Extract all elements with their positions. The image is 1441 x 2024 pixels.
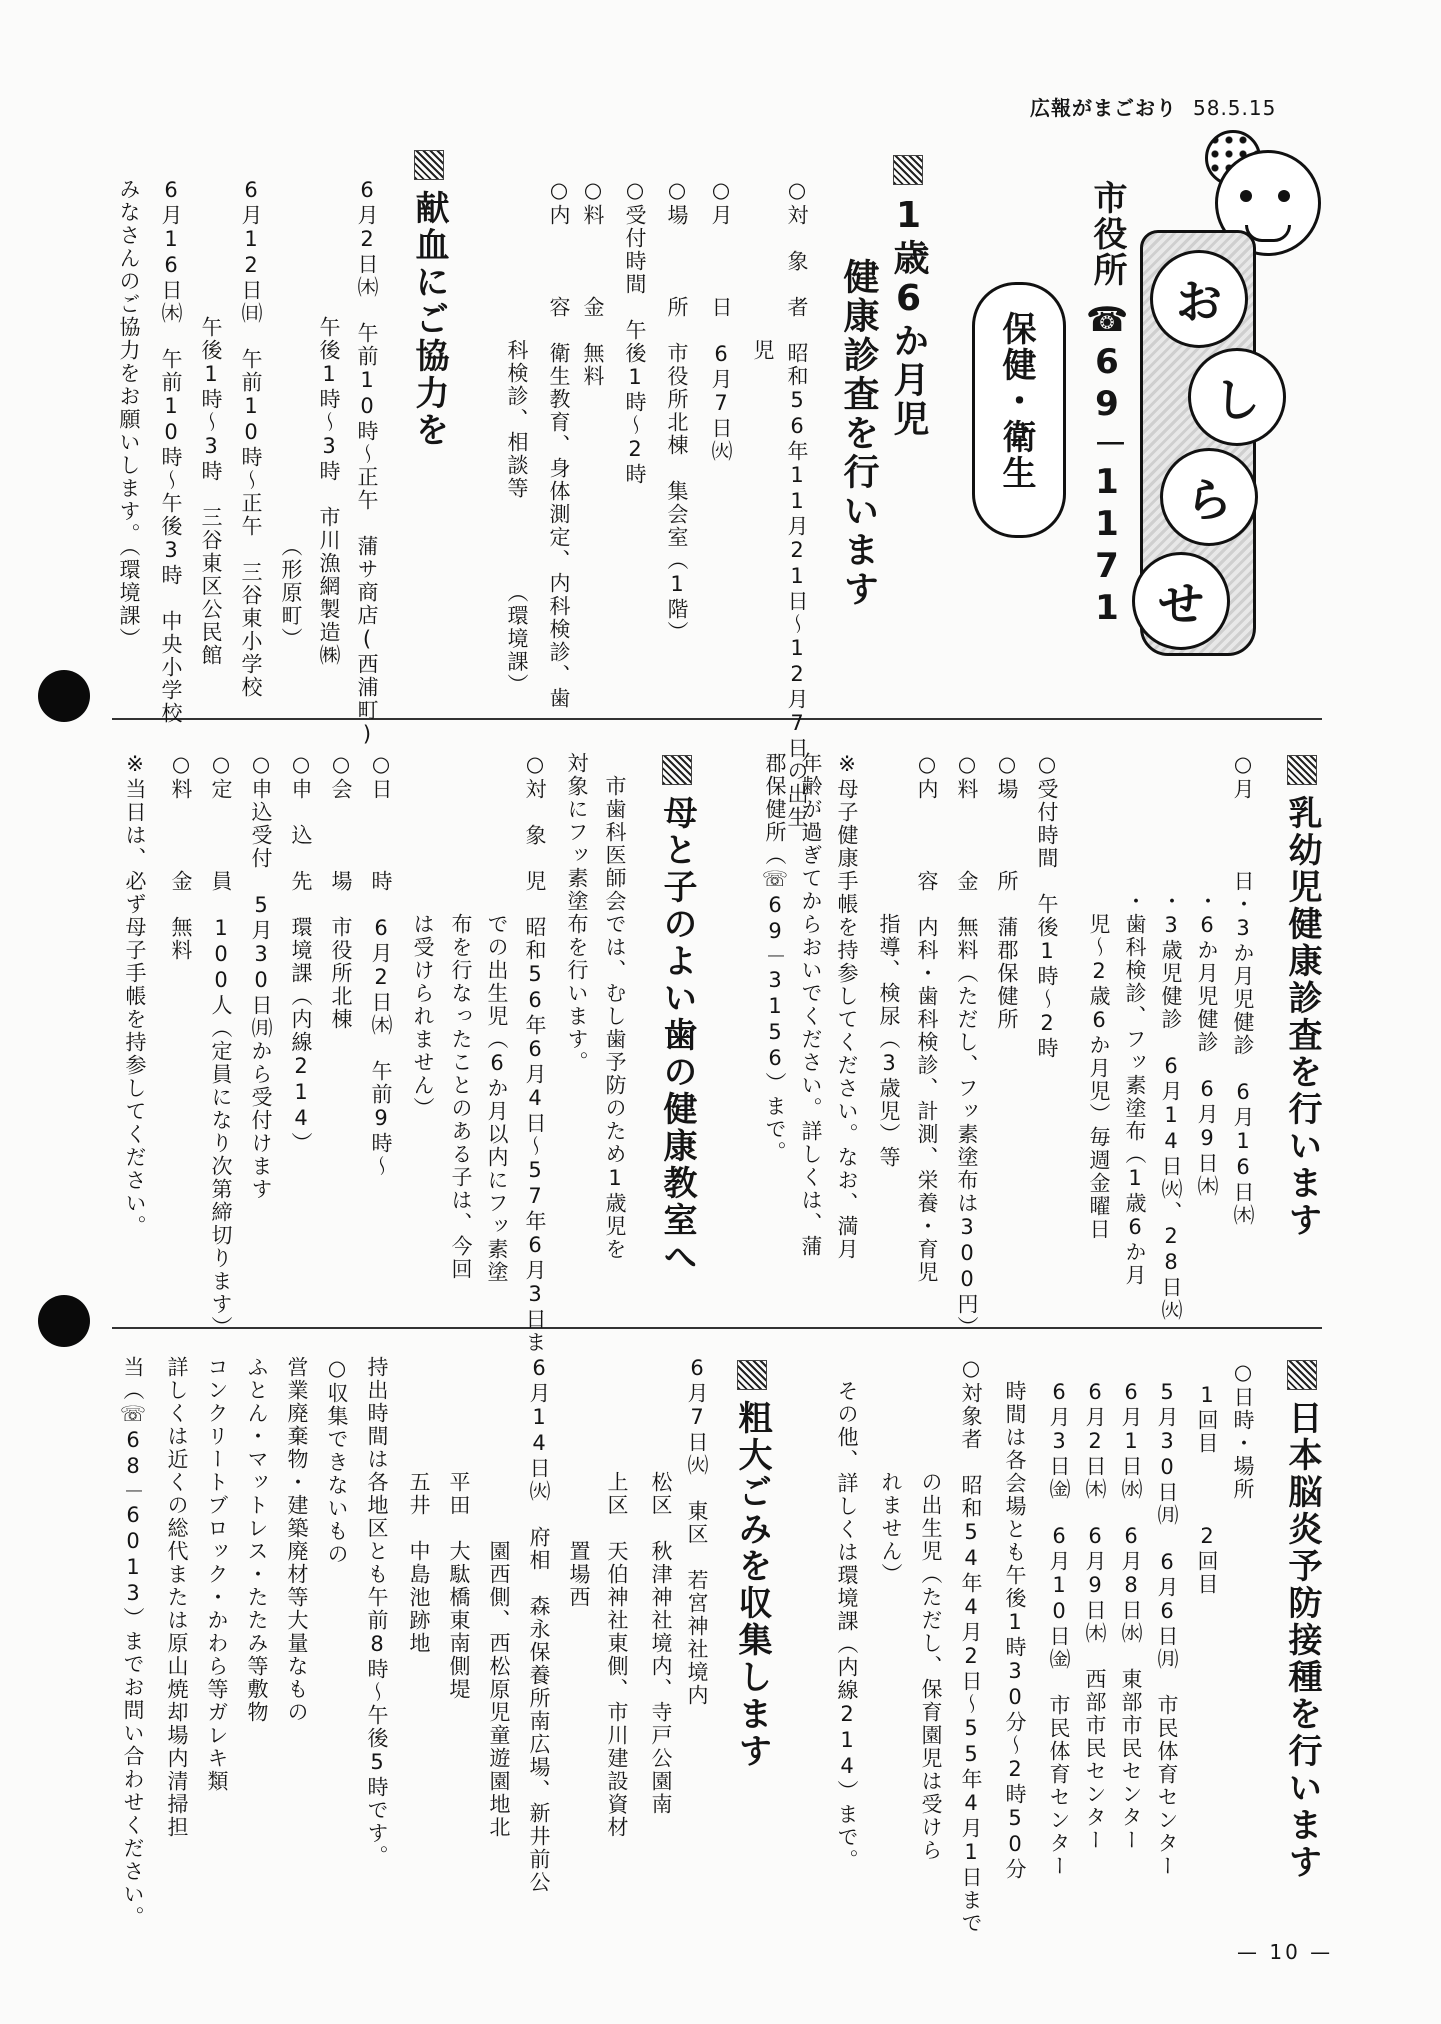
sec5-line: の出生児（ただし、保育園児は受けら [919, 1356, 943, 1862]
sec6-line: 6月14日㈫ 府相 森永保養所南広場、新井前公 [527, 1356, 551, 1894]
sec6-line: ○収集できないもの [325, 1356, 349, 1566]
clown-eye-icon [1278, 190, 1290, 202]
sec6-line: 詳しくは近くの総代または原山焼却場内清掃担 [165, 1356, 189, 1839]
sec4-line: ○申 込 先 環境課（内線214） [289, 752, 313, 1155]
sec2-line: 6月16日㈭ 午前10時～午後3時 中央小学校 [159, 178, 183, 725]
sec3-line: ○内 容 内科・歯科検診、計測、栄養・育児 [915, 752, 939, 1284]
sec4-line: は受けられません） [411, 752, 435, 1120]
binder-hole-top [38, 670, 90, 722]
sec1-title-line1: 1歳6か月児 [890, 155, 926, 439]
sec3-line: 郡保健所（☏69－3156）まで。 [763, 752, 787, 1164]
sec2-line: 午後1時～3時 三谷東区公民館 [199, 178, 223, 667]
row-divider-1 [112, 718, 1322, 720]
sec4-line: ○日 時 6月2日㈭ 午前9時～ [369, 752, 393, 1178]
issue-date: 58.5.15 [1193, 96, 1277, 120]
office-name: 市役所 [1087, 180, 1127, 288]
sec4-line: ○定 員 100人（定員になり次第締切ります） [209, 752, 233, 1339]
row-divider-2 [112, 1327, 1322, 1329]
sec2-line: （形原町） [279, 178, 303, 651]
sec3-line: ○場 所 蒲郡保健所 [995, 752, 1019, 1031]
sec3-line: ○料 金 無料（ただし、フッ素塗布は300円） [955, 752, 979, 1339]
sec4-line: での出生児（6か月以内にフッ素塗 [485, 752, 509, 1284]
banner-bubble: お [1150, 250, 1248, 348]
sec6-line: 当（☏68－6013）までお問い合わせください。 [121, 1356, 145, 1929]
sec6-line: ふとん・マットレス・たたみ等敷物 [245, 1356, 269, 1724]
sec5-line: 6月1日㈬ 6月8日㈬ 東部市民センター [1119, 1380, 1143, 1852]
sec6-line: 6月7日㈫ 東区 若宮神社境内 [685, 1356, 709, 1707]
page-number: — 10 — [1237, 1940, 1334, 1964]
sec1-line: ○料 金 無料 [581, 178, 605, 388]
sec3-line: ・6か月児健診 6月9日㈭ [1195, 752, 1219, 1198]
sec6-line: 松区 秋津神社境内、寺戸公園南 [649, 1356, 673, 1816]
sec6-line: 持出時間は各地区とも午前8時～午後5時です。 [365, 1356, 389, 1868]
sec1-title-line2: 健康診査を行います [838, 258, 879, 609]
sec5-line: 6月3日㈮ 6月10日㈮ 市民体育センター [1047, 1380, 1071, 1878]
hatch-bullet-icon [737, 1360, 767, 1390]
sec2-line: みなさんのご協力をお願いします。（環境課） [117, 178, 141, 651]
category-tab [972, 282, 1066, 538]
sec1-line: ○対 象 者 昭和56年11月21日～12月7日の出生 [785, 178, 809, 829]
sec5-line: 時間は各会場とも午後1時30分～2時50分 [1003, 1380, 1027, 1881]
category-label: 保健・衛生 [996, 311, 1036, 491]
sec6-line: コンクリートブロック・かわら等ガレキ類 [205, 1356, 229, 1793]
sec1-line: 児 [751, 178, 775, 362]
sec5-line: 1回目 2回目 [1195, 1360, 1219, 1596]
sec4-line: ※当日は、必ず母子手帳を持参してください。 [123, 752, 147, 1238]
hatch-bullet-icon [893, 155, 923, 185]
sec5-title: 日本脳炎予防接種を行います [1285, 1360, 1319, 1881]
sec6-line: 上区 天伯神社東側、市川建設資材 [605, 1356, 629, 1839]
sec1-line: ○月 日 6月7日㈫ [709, 178, 733, 463]
sec3-line: 年齢が過ぎてからおいでください。詳しくは、蒲 [799, 752, 823, 1258]
sec6-line: 園西側、西松原児童遊園地北 [487, 1356, 511, 1839]
sec3-line: ○月 日・3か月児健診 6月16日㈭ [1231, 752, 1255, 1227]
sec5-line: 6月2日㈭ 6月9日㈭ 西部市民センター [1083, 1380, 1107, 1852]
sec5-line: 5月30日㈪ 6月6日㈪ 市民体育センター [1155, 1380, 1179, 1878]
banner-bubble: ら [1160, 448, 1258, 546]
sec6-line: 営業廃棄物・建築廃材等大量なもの [285, 1356, 309, 1724]
office-phone: ☎69－1171 [1087, 300, 1127, 630]
sec6-line: 置場西 [567, 1356, 591, 1609]
hatch-bullet-icon [1287, 755, 1317, 785]
sec4-line: ○申込受付 5月30日㈪から受付けます [249, 752, 273, 1201]
hatch-bullet-icon [414, 150, 444, 180]
sec5-line: れません） [879, 1356, 903, 1586]
sec1-line: ○内 容 衛生教育、身体測定、内科検診、歯 [547, 178, 571, 710]
sec2-title: 献血にご協力を [412, 150, 446, 449]
banner-bubble: し [1188, 348, 1286, 446]
publication-name: 広報がまごおり [1030, 96, 1177, 120]
sec3-line: ・歯科検診、フッ素塗布（1歳6か月 [1123, 752, 1147, 1287]
sec4-line: 対象にフッ素塗布を行います。 [565, 752, 589, 1074]
header [1030, 92, 1276, 121]
sec4-line: 布を行なったことのある子は、今回 [449, 752, 473, 1281]
sec3-line: ・3歳児健診 6月14日㈫、28日㈫ [1159, 752, 1183, 1322]
sec1-line: 科検診、相談等 （環境課） [505, 178, 529, 697]
sec6-line: 五井 中島池跡地 [407, 1356, 431, 1655]
clown-eye-icon [1240, 190, 1252, 202]
sec3-line: 児～2歳6か月児）毎週金曜日 [1087, 752, 1111, 1241]
sec5-line: その他、詳しくは環境課（内線214）まで。 [835, 1380, 859, 1872]
sec1-line: ○受付時間 午後1時～2時 [623, 178, 647, 486]
binder-hole-bottom [38, 1295, 90, 1347]
sec4-title: 母と子のよい歯の健康教室へ [660, 755, 694, 1276]
sec4-line: 市歯科医師会では、むし歯予防のため1歳児を [603, 775, 627, 1261]
sec6-line: 平田 大駄橋東南側堤 [447, 1356, 471, 1701]
sec6-title: 粗大ごみを収集します [735, 1360, 769, 1770]
sec2-line: 午後1時～3時 市川漁網製造㈱ [317, 178, 341, 667]
sec2-line: 6月12日㈰ 午前10時～正午 三谷東小学校 [239, 178, 263, 699]
banner-bubble: せ [1132, 552, 1230, 650]
hatch-bullet-icon [1287, 1360, 1317, 1390]
sec4-line: ○対 象 児 昭和56年6月4日～57年6月3日ま [523, 752, 547, 1354]
sec2-line: 6月2日㈭ 午前10時～正午 蒲サ商店(西浦町) [355, 178, 379, 748]
sec4-line: ○会 場 市役所北棟 [329, 752, 353, 1031]
hatch-bullet-icon [662, 755, 692, 785]
sec3-line: ○受付時間 午後1時～2時 [1035, 752, 1059, 1060]
sec3-line: ※母子健康手帳を持参してください。なお、満月 [835, 752, 859, 1261]
sec4-line: ○料 金 無料 [169, 752, 193, 962]
sec5-line: ○日時・場所 [1231, 1360, 1255, 1501]
sec3-line: 指導、検尿（3歳児）等 [877, 752, 901, 1169]
sec5-line: ○対象者 昭和54年4月2日～55年4月1日まで [959, 1356, 983, 1935]
sec3-title: 乳幼児健康診査を行います [1285, 755, 1319, 1239]
sec1-line: ○場 所 市役所北棟 集会室（1階） [665, 178, 689, 644]
